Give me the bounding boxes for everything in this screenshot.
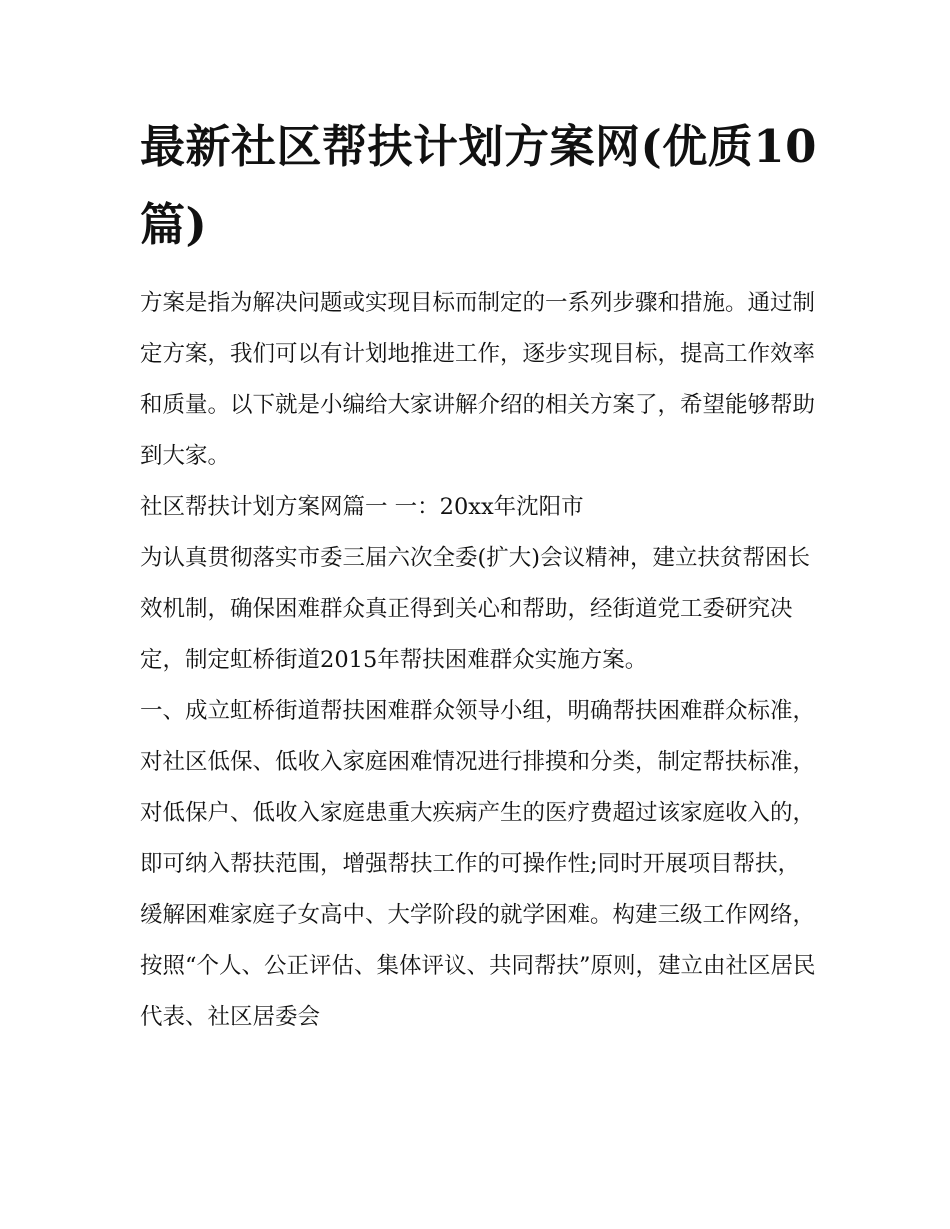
body-paragraph-1: 为认真贯彻落实市委三届六次全委(扩大)会议精神，建立扶贫帮困长效机制，确保困难群众真正得到关心和帮助，经街道党工委研究决定，制定虹桥街道2015年帮扶困难群众实施方案。 <box>140 545 811 673</box>
intro-paragraph: 方案是指为解决问题或实现目标而制定的一系列步骤和措施。通过制定方案，我们可以有计划地推进工作，逐步实现目标，提高工作效率和质量。以下就是小编给大家讲解介绍的相关方案了，希望能够帮助到大家。 <box>140 290 816 469</box>
body-paragraph-2: 一、成立虹桥街道帮扶困难群众领导小组，明确帮扶困难群众标准，对社区低保、低收入家庭困难情况进行排摸和分类，制定帮扶标准，对低保户、低收入家庭患重大疾病产生的医疗费超过该家庭收入的，即可纳入帮扶范围，增强帮扶工作的可操作性;同时开展项目帮扶，缓解困难家庭子女高中、大学阶段的就学困难。构建三级工作网络，按照“个人、公正评估、集体评议、共同帮扶”原则，建立由社区居民代表、社区居委会 <box>140 698 816 1030</box>
document-title: 最新社区帮扶计划方案网(优质10篇) <box>140 120 817 251</box>
document-body <box>140 108 820 1043</box>
section-heading: 社区帮扶计划方案网篇一 一：20xx年沈阳市 <box>140 494 584 520</box>
